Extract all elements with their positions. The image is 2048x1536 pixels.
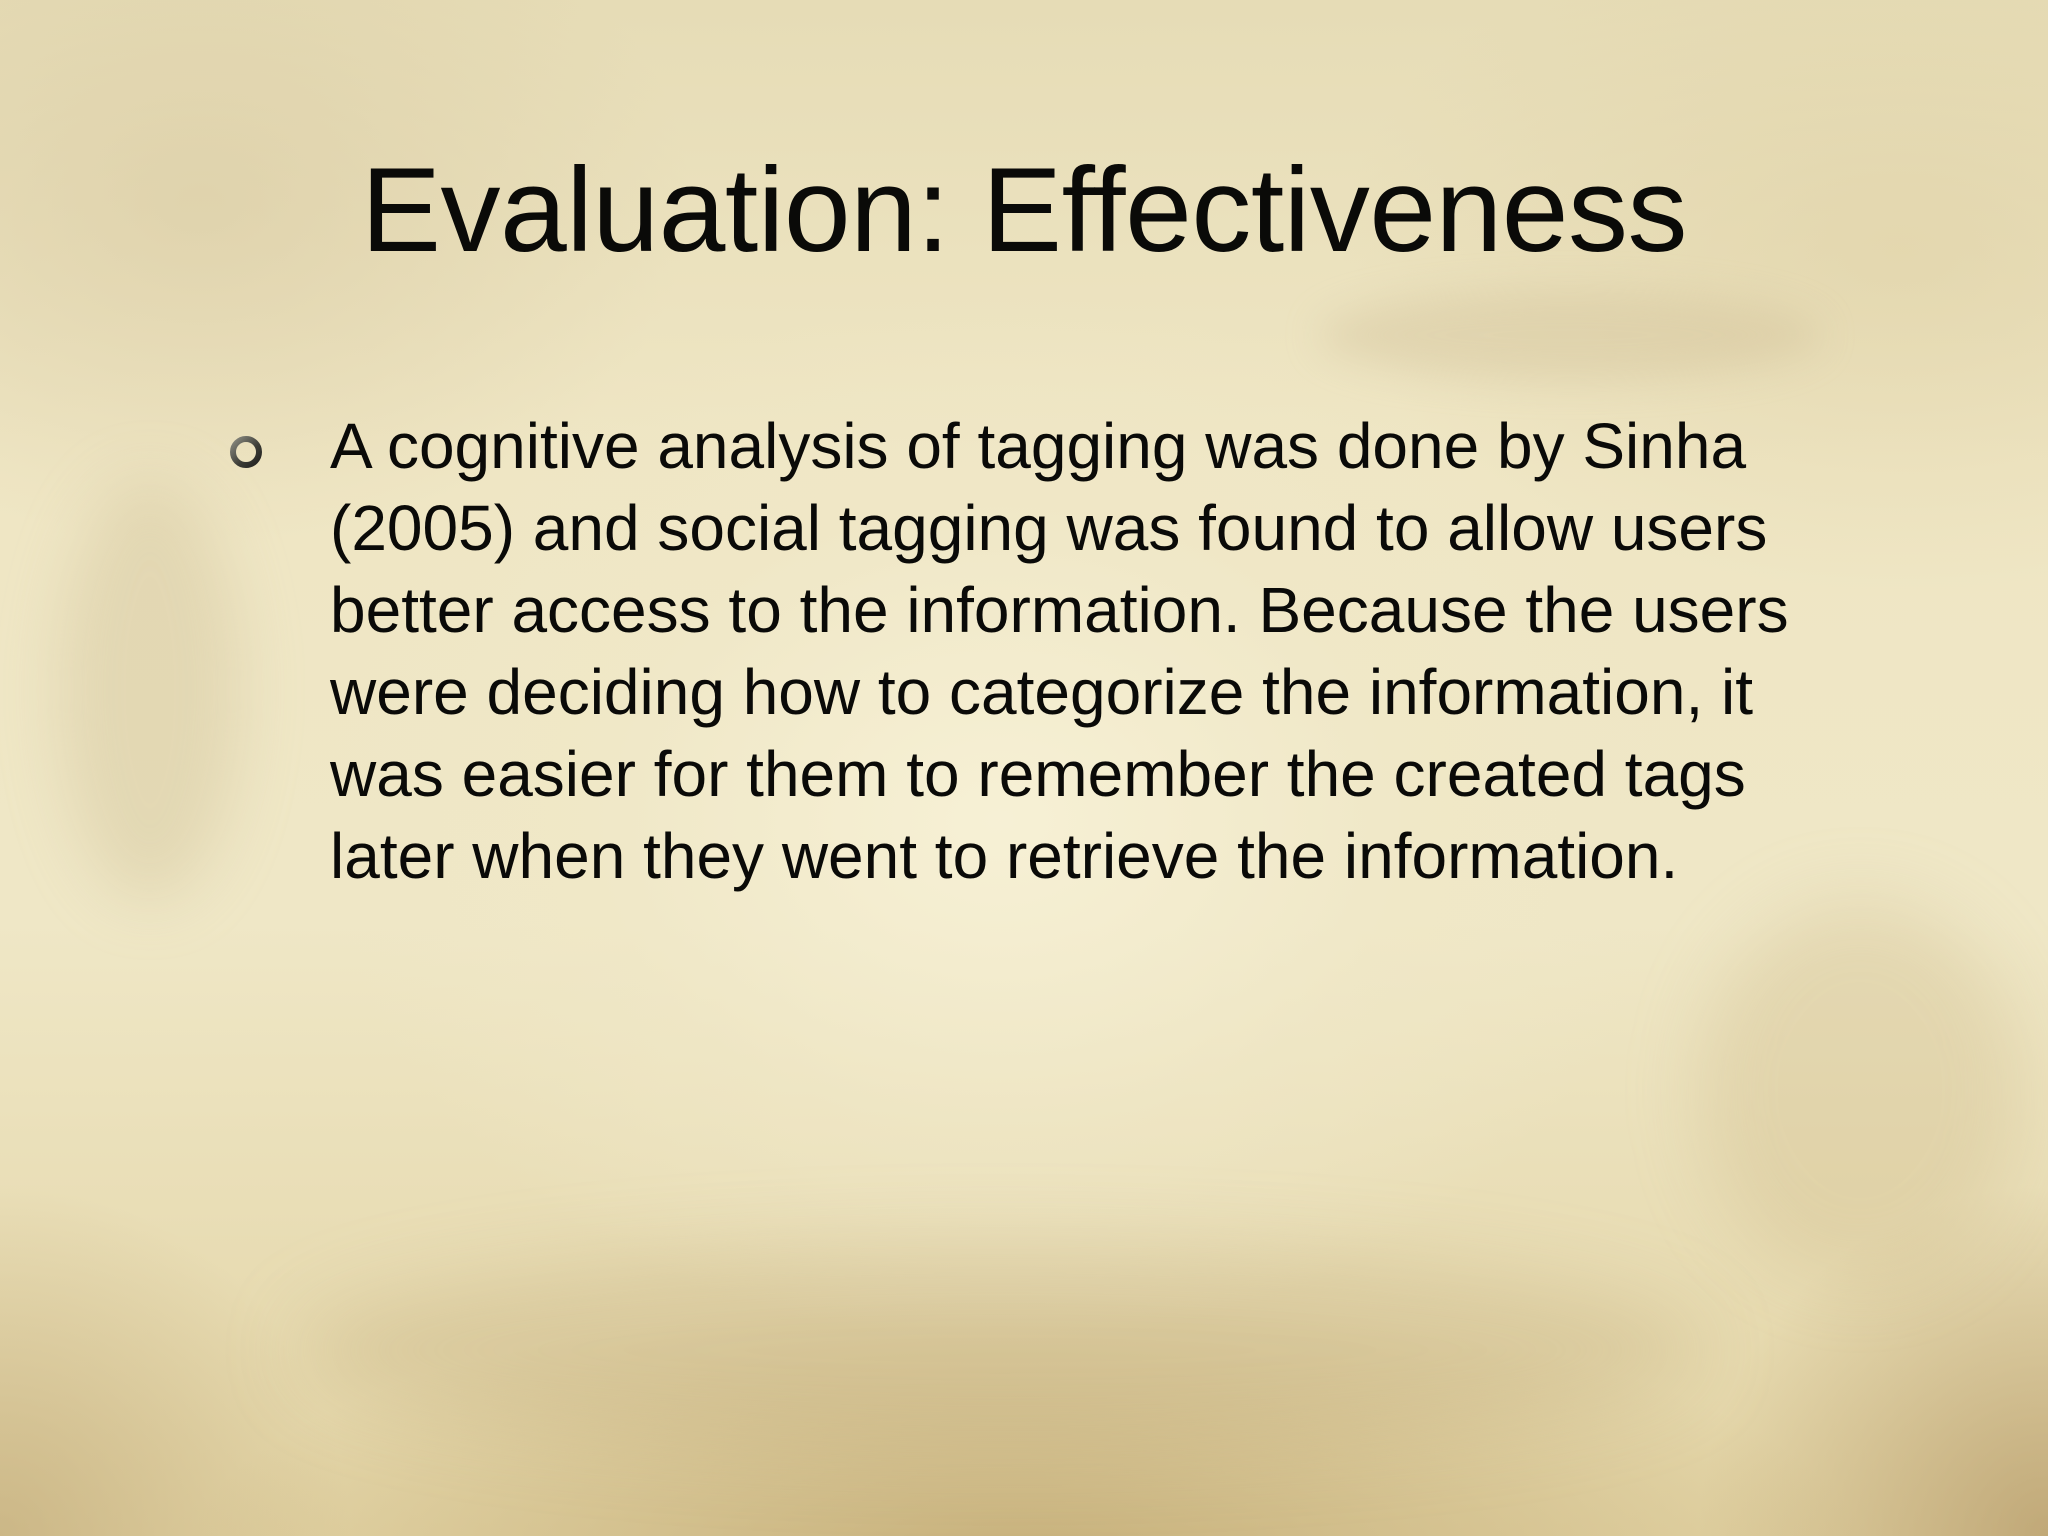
paper-stain: [1700, 900, 2020, 1280]
paper-stain: [60, 480, 240, 900]
paper-stain: [300, 1250, 1700, 1450]
paper-stain: [1320, 290, 1820, 380]
slide-title: Evaluation: Effectiveness: [360, 143, 1688, 277]
bullet-text: A cognitive analysis of tagging was done by Sinha (2005) and social tagging was found to allow users better access to the information. Because the users were deciding how to categorize the information, it was easier for them to remember the created tags later when they went to retrieve the information.: [330, 410, 1789, 892]
bullet-list: [220, 405, 1840, 897]
bullet-item: [220, 405, 1840, 897]
ring-bullet-icon: [226, 432, 266, 472]
